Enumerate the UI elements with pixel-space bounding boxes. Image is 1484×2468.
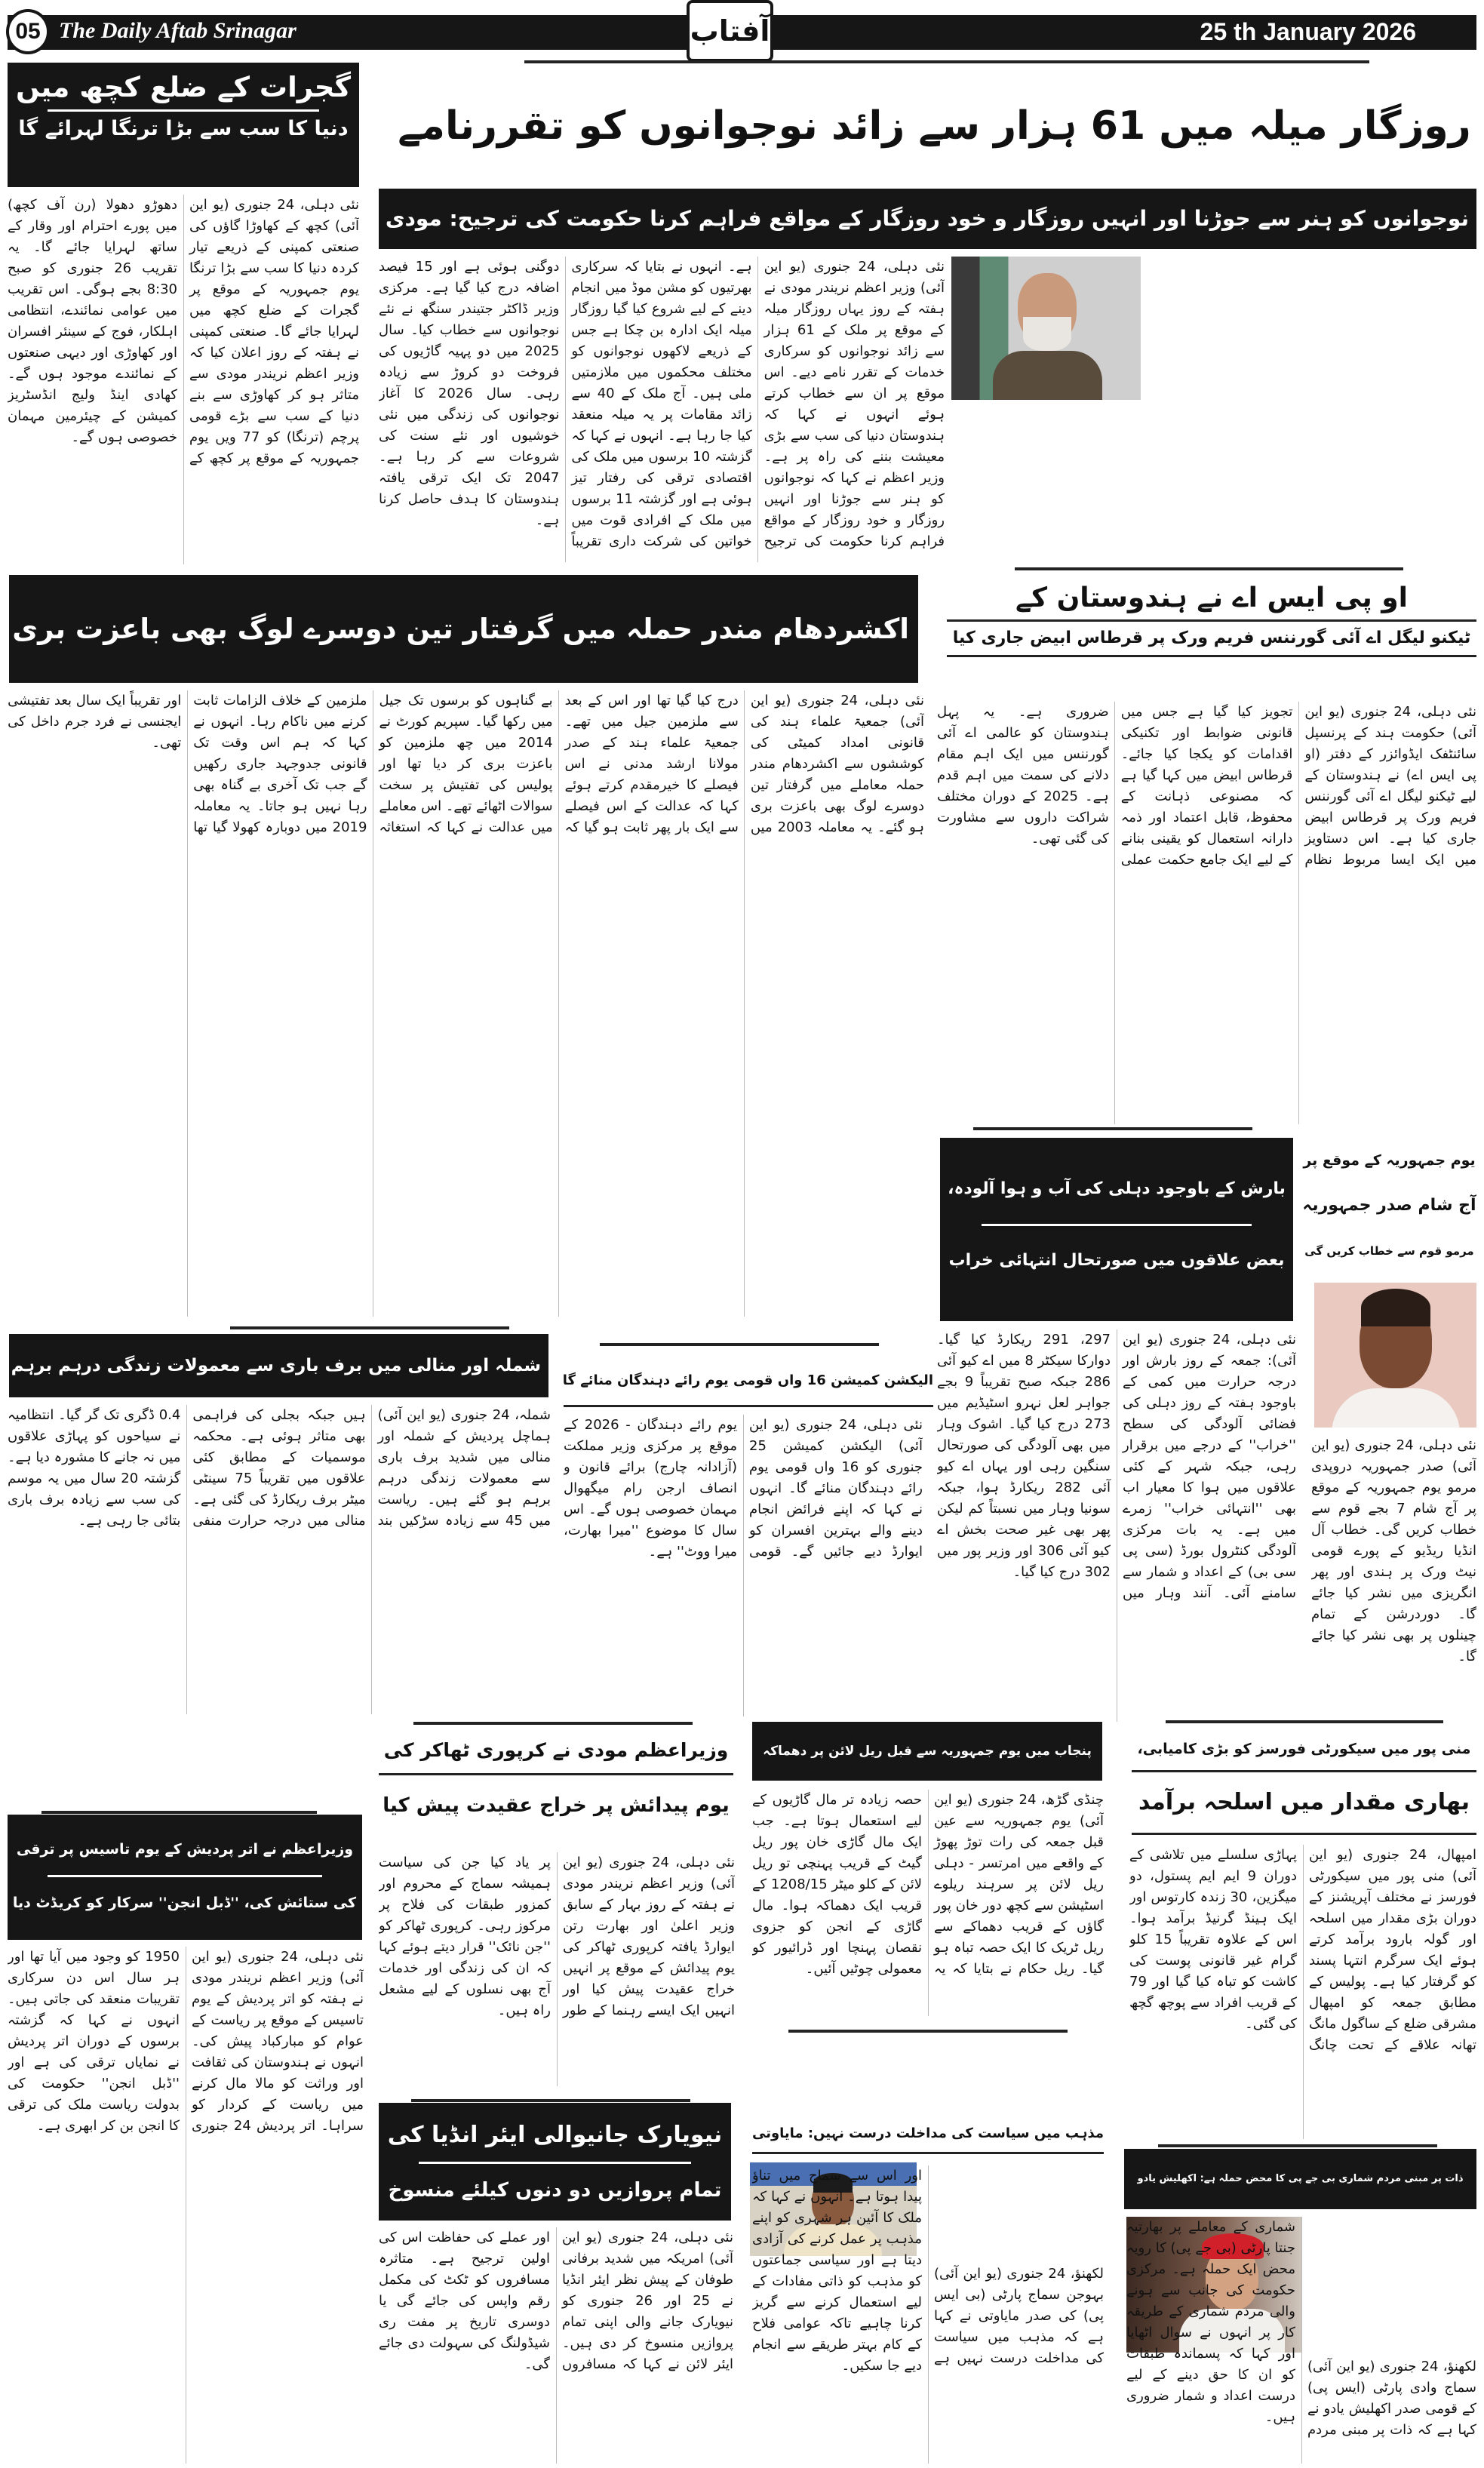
gujarat-headline-box <box>8 63 359 187</box>
murmu-photo <box>1314 1283 1476 1428</box>
punjab-article-body: چنڈی گڑھ، 24 جنوری (یو این آئی) یوم جمہوریہ سے عین قبل جمعہ کی رات توڑ پھوڑ کے واقعے میں امرتسر - دہلی ریل لائن پر سرہند ریلوے اسٹیشن سے کچھ دور خان پور گاؤں کے قریب دھماکے سے ریل ٹریک کا ایک حصہ تباہ ہو گیا۔ ریل حکام نے بتایا کہ یہ حصہ زیادہ تر مال گاڑیوں کے لیے استعمال ہوتا ہے۔ جب ایک مال گاڑی خان پور ریل گیٹ کے قریب پہنچی تو ریل لائن کے کلو میٹر 1208/15 کے قریب ایک دھماکہ ہوا۔ مال گاڑی کے انجن کو جزوی نقصان پہنچا اور ڈرائیور کو معمولی چوٹیں آئیں۔ <box>752 1792 1104 1977</box>
murmu-headline <box>1302 1138 1476 1274</box>
delhi-air-headline-2: بعض علاقوں میں صورتحال انتہائی خراب <box>948 1251 1285 1270</box>
up-day-headline-1: وزیراعظم نے اتر پردیش کے یوم تاسیس پر ترقی <box>16 1841 354 1858</box>
top-rule <box>524 60 1369 63</box>
rule <box>788 2030 1068 2033</box>
up-day-article-body: نئی دہلی، 24 جنوری (یو این آئی) وزیر اعظم نریندر مودی نے ہفتہ کو اتر پردیش کے یوم تاسیس کے موقع پر ریاست کے عوام کو مبارکباد پیش کی۔ انہوں نے ہندوستان کی ثقافت اور وراثت کو مالا مال کرنے میں ریاست کے کردار کو سراہا۔ اتر پردیش 24 جنوری 1950 کو وجود میں آیا تھا اور ہر سال اس دن سرکاری تقریبات منعقد کی جاتی ہیں۔ انہوں نے کہا کہ گزشتہ برسوں کے دوران اتر پردیش نے نمایاں ترقی کی ہے اور ''ڈبل انجن'' حکومت کی بدولت ریاست ملک کی ترقی کا انجن بن کر ابھری ہے۔ <box>8 1949 364 2134</box>
divider <box>48 109 319 112</box>
rule <box>230 1326 509 1329</box>
photo-spacer <box>1307 2217 1476 2356</box>
mayawati-article-body: لکھنؤ، 24 جنوری (یو این آئی) بہوجن سماج پارٹی (بی ایس پی) کی صدر مایاوتی نے کہا ہے کہ مذہب میں سیاست کی مداخلت درست نہیں ہے اور اس سے سماج میں تناؤ پیدا ہوتا ہے۔ انہوں نے کہا کہ ملک کا آئین ہر شہری کو اپنے مذہب پر عمل کرنے کی آزادی دیتا ہے اور سیاسی جماعتوں کو مذہب کو ذاتی مفادات کے لیے استعمال کرنے سے گریز کرنا چاہیے تاکہ عوامی فلاح کے کام بہتر طریقے سے انجام دیے جا سکیں۔ <box>752 2165 1104 2463</box>
rule <box>413 1722 693 1725</box>
divider <box>982 1224 1252 1226</box>
manipur-headline-1: منی پور میں سیکورٹی فورسز کو بڑی کامیابی، <box>1132 1728 1476 1772</box>
akhilesh-article-body: لکھنؤ، 24 جنوری (یو این آئی) سماج وادی پارٹی (ایس پی) کے قومی صدر اکھلیش یادو نے کہا ہے کہ ذات پر مبنی مردم شماری کے معاملے پر بھارتیہ جنتا پارٹی (بی جے پی) کا رویہ محض ایک حملہ ہے۔ مرکزی حکومت کی جانب سے ہونے والی مردم شماری کے طریقہ کار پر انہوں نے سوال اٹھایا اور کہا کہ پسماندہ طبقات کو ان کا حق دینے کے لیے درست اعداد و شمار ضروری ہیں۔ <box>1126 2217 1476 2463</box>
gujarat-article-body: نئی دہلی، 24 جنوری (یو این آئی) کچھ کے کھاوڑا گاؤں کی صنعتی کمپنی کے ذریعے تیار کردہ دنیا کا سب سے بڑا ترنگا یوم جمہوریہ کے موقع پر گجرات کے ضلع کچھ میں لہرایا جائے گا۔ صنعتی کمپنی نے ہفتہ کے روز اعلان کیا کہ وزیر اعظم نریندر مودی سے متاثر ہو کر کھاوڑی سے بنے دنیا کے سب سے بڑے قومی پرچم (ترنگا) کو 77 ویں یوم جمہوریہ کے موقع پر کچھ کے دھوڑو دھولا (رن آف کچھ) میں پورے احترام اور وقار کے ساتھ لہرایا جائے گا۔ یہ تقریب 26 جنوری کو صبح 8:30 بجے ہوگی۔ اس تقریب میں عوامی نمائندے، انتظامی اہلکار، فوج کے سینئر افسران اور کھاوڑی اور دیہی صنعتوں کے نمائندے موجود ہوں گے۔ کھادی اینڈ ولیج انڈسٹریز کمیشن کے چیئرمین مہمان خصوصی ہوں گے۔ <box>8 197 359 466</box>
manipur-article-body: امپھال، 24 جنوری (یو این آئی) منی پور میں سیکورٹی فورسز نے مختلف آپریشنز کے دوران بڑی مقدار میں اسلحہ اور گولہ بارود برآمد کرتے ہوئے ایک سرگرم انتہا پسند کو گرفتار کیا ہے۔ پولیس کے مطابق جمعہ کو امپھال مشرقی ضلع کے ساگول مانگ تھانہ علاقے کے تحت چانگ پہاڑی سلسلے میں تلاشی کے دوران 9 ایم ایم پستول، دو میگزین، 30 زندہ کارتوس اور ایک ہینڈ گرنیڈ برآمد ہوا۔ اس کے علاوہ تقریباً 15 کلو گرام غیر قانونی پوست کی کاشت کو تباہ کیا گیا اور 79 کے قریب افراد سے پوچھ گچھ کی گئی۔ <box>1129 1847 1476 2053</box>
photo-spacer <box>934 2165 1104 2264</box>
murmu-headline-3: مرمو قوم سے خطاب کریں گی <box>1304 1244 1474 1258</box>
rule <box>41 1811 317 1814</box>
rozgar-article-body-right <box>1147 257 1476 562</box>
akshardham-article-body: نئی دہلی، 24 جنوری (یو این آئی) جمعیۃ علماء ہند کی قانونی امداد کمیٹی کی کوششوں سے اکشردھام مندر حملہ معاملے میں گرفتار تین دوسرے لوگ بھی باعزت بری ہو گئے۔ یہ معاملہ 2003 میں درج کیا گیا تھا اور اس کے بعد سے ملزمین جیل میں تھے۔ جمعیۃ علماء ہند کے صدر مولانا ارشد مدنی نے اس فیصلے کا خیرمقدم کرتے ہوئے کہا کہ عدالت کے اس فیصلے سے ایک بار پھر ثابت ہو گیا کہ بے گناہوں کو برسوں تک جیل میں رکھا گیا۔ سپریم کورٹ نے 2014 میں چھ ملزمین کو باعزت بری کر دیا تھا اور پولیس کی تفتیش پر سخت سوالات اٹھائے تھے۔ اس معاملے میں عدالت نے کہا کہ استغاثہ ملزمین کے خلاف الزامات ثابت کرنے میں ناکام رہا۔ انہوں نے کہا کہ ہم اس وقت تک قانونی جدوجہد جاری رکھیں گے جب تک آخری بے گناہ بھی رہا نہیں ہو جاتا۔ یہ معاملہ 2019 میں دوبارہ کھولا گیا تھا اور تقریباً ایک سال بعد تفتیشی ایجنسی نے فرد جرم داخل کی تھی۔ <box>8 693 924 835</box>
shimla-headline-box: شملہ اور منالی میں برف باری سے معمولات زندگی درہم برہم <box>9 1334 548 1397</box>
murmu-article-body: نئی دہلی، 24 جنوری (یو این آئی) صدر جمہوریہ دروپدی مرمو یوم جمہوریہ کے موقع پر آج شام 7 بجے قوم سے خطاب کریں گی۔ خطاب آل انڈیا ریڈیو کے پورے قومی نیٹ ورک پر ہندی اور پھر انگریزی میں نشر کیا جائے گا۔ دوردرشن کے تمام چینلوں پر بھی نشر کیا جائے گا۔ <box>1311 1437 1476 1664</box>
election-headline: الیکشن کمیشن 16 واں قومی یوم رائے دہندگان منائے گا <box>564 1354 933 1407</box>
karpoori-article-body: نئی دہلی، 24 جنوری (یو این آئی) وزیر اعظم نریندر مودی نے ہفتہ کے روز بہار کے سابق وزیر اعلیٰ اور بھارت رتن ایوارڈ یافتہ کرپوری ٹھاکر کی یوم پیدائش کے موقع پر انہیں خراج عقیدت پیش کیا اور انہیں ایک ایسے رہنما کے طور پر یاد کیا جن کی سیاست ہمیشہ سماج کے محروم اور کمزور طبقات کی فلاح پر مرکوز رہی۔ کرپوری ٹھاکر کو ''جن نائک'' قرار دیتے ہوئے کہا کہ ان کی زندگی اور خدمات آج بھی نسلوں کے لیے مشعل راہ ہیں۔ <box>379 1855 735 2018</box>
paper-name: The Daily Aftab Srinagar <box>59 18 296 43</box>
akhilesh-headline-box: ذات پر مبنی مردم شماری بی جے پی کا محض حملہ ہے: اکھلیش یادو <box>1124 2149 1476 2209</box>
opsa-headline <box>947 581 1476 657</box>
gujarat-headline-1: گجرات کے ضلع کچھ میں <box>16 71 351 103</box>
air-india-headline-1: نیویارک جانیوالی ایئر انڈیا کی <box>387 2122 723 2148</box>
main-headline: روزگار میلہ میں 61 ہزار سے زائد نوجوانوں کو تقررنامے <box>398 103 1471 149</box>
delhi-air-headline-1: بارش کے باوجود دہلی کی آب و ہوا آلودہ، <box>948 1179 1286 1198</box>
air-india-headline-box <box>379 2103 731 2221</box>
gujarat-headline-2: دنیا کا سب سے بڑا ترنگا لہرائے گا <box>18 117 349 141</box>
rule <box>411 2099 690 2102</box>
main-subheadline: نوجوانوں کو ہنر سے جوڑنا اور انہیں روزگار و خود روزگار کے مواقع فراہم کرنا حکومت کی ترجیح: مودی <box>379 189 1476 249</box>
karpoori-headline-1: وزیراعظم مودی نے کرپوری ٹھاکر کی <box>379 1728 733 1775</box>
newspaper-logo <box>687 0 773 62</box>
up-day-headline-2: کی ستائش کی، ''ڈبل انجن'' سرکار کو کریڈٹ دیا <box>12 1895 356 1911</box>
delhi-air-headline-box <box>940 1138 1293 1321</box>
manipur-headline <box>1132 1728 1476 1835</box>
murmu-headline-2: آج شام صدر جمہوریہ <box>1302 1196 1476 1215</box>
rule <box>1158 2144 1437 2147</box>
murmu-headline-1: یوم جمہوریہ کے موقع پر <box>1303 1152 1476 1169</box>
modi-photo <box>951 257 1141 400</box>
up-day-headline-box <box>8 1815 362 1940</box>
divider <box>419 2162 691 2164</box>
manipur-headline-2: بھاری مقدار میں اسلحہ برآمد <box>1132 1772 1476 1835</box>
air-india-headline-2: تمام پروازیں دو دنوں کیلئے منسوخ <box>388 2179 722 2202</box>
rule <box>973 1127 1252 1130</box>
air-india-article-body: نئی دہلی، 24 جنوری (یو این آئی) امریکہ میں شدید برفانی طوفان کے پیش نظر ایئر انڈیا نے 25 اور 26 جنوری کو نیویارک جانے والی اپنی تمام پروازیں منسوخ کر دی ہیں۔ ایئر لائن نے کہا کہ مسافروں اور عملے کی حفاظت اس کی اولین ترجیح ہے۔ متاثرہ مسافروں کو ٹکٹ کی مکمل رقم واپس کی جائے گی یا دوسری تاریخ پر مفت ری شیڈولنگ کی سہولت دی جائے گی۔ <box>379 2230 733 2372</box>
issue-date: 25 th January 2026 <box>1200 18 1416 45</box>
karpoori-headline-2: یوم پیدائش پر خراج عقیدت پیش کیا <box>383 1794 730 1817</box>
opsa-article-body: نئی دہلی، 24 جنوری (یو این آئی) حکومت ہند کے پرنسپل سائنٹفک ایڈوائزر کے دفتر (او پی ایس اے) نے ہندوستان کے لیے ٹیکنو لیگل اے آئی گورننس فریم ورک پر قرطاس ابیض جاری کیا ہے۔ اس دستاویز میں ایک ایسا مربوط نظام تجویز کیا گیا ہے جس میں قانونی ضوابط اور تکنیکی اقدامات کو یکجا کیا جائے۔ قرطاس ابیض میں کہا گیا ہے کہ مصنوعی ذہانت کے محفوظ، قابل اعتماد اور ذمہ دارانہ استعمال کو یقینی بنانے کے لیے ایک جامع حکمت عملی ضروری ہے۔ یہ پہل ہندوستان کو عالمی اے آئی گورننس میں ایک اہم مقام دلانے کی سمت میں اہم قدم ہے۔ 2025 کے دوران مختلف شراکت داروں سے مشاورت کی گئی تھی۔ <box>937 704 1476 868</box>
opsa-headline-1: او پی ایس اے نے ہندوستان کے <box>947 581 1476 622</box>
akshardham-headline-box: اکشردھام مندر حملہ میں گرفتار تین دوسرے لوگ بھی باعزت بری <box>9 575 918 683</box>
delhi-air-article-body: نئی دہلی، 24 جنوری (یو این آئی): جمعہ کے روز بارش اور درجہ حرارت میں کمی کے باوجود ہفتہ کے روز دہلی کی فضائی آلودگی کی سطح ''خراب'' کے درجے میں برقرار رہی، جبکہ شہر کے کئی علاقوں میں ہوا کا معیار اب بھی ''انتہائی خراب'' زمرے میں ہے۔ یہ بات مرکزی آلودگی کنٹرول بورڈ (سی پی سی بی) کے اعداد و شمار سے سامنے آئی۔ آنند وہار میں 297، 291 ریکارڈ کیا گیا۔ دوارکا سیکٹر 8 میں اے کیو آئی 286 جبکہ صبح تقریباً 9 بجے جواہر لعل نہرو اسٹیڈیم میں 273 درج کیا گیا۔ اشوک وہار میں بھی آلودگی کی صورتحال سنگین رہی اور یہاں اے کیو آئی 282 ریکارڈ ہوا، جبکہ سونیا وہار میں نسبتاً کم لیکن پھر بھی غیر صحت بخش اے کیو آئی 306 اور وزیر پور میں 302 درج کیا گیا۔ <box>937 1332 1296 1601</box>
mayawati-headline: مذہب میں سیاست کی مداخلت درست نہیں: مایاوتی <box>752 2113 1104 2154</box>
rule <box>1166 1720 1443 1723</box>
page-number: 05 <box>15 19 41 44</box>
rule <box>600 1343 879 1346</box>
page-number-badge <box>6 9 50 54</box>
election-article-body: نئی دہلی، 24 جنوری (یو این آئی) الیکشن کمیشن 25 جنوری کو 16 واں قومی یوم رائے دہندگان منائے گا۔ انہوں نے کہا کہ اپنے فرائض انجام دینے والے بہترین افسران کو ایوارڈ دیے جائیں گے۔ قومی یوم رائے دہندگان - 2026 کے موقع پر مرکزی وزیر مملکت (آزادانہ چارج) برائے قانون و انصاف ارجن رام میگھوال مہمان خصوصی ہوں گے۔ اس سال کا موضوع ''میرا بھارت، میرا ووٹ'' ہے۔ <box>564 1417 923 1560</box>
logo-text: آفتاب <box>690 14 770 48</box>
opsa-headline-2: ٹیکنو لیگل اے آئی گورننس فریم ورک پر قرطاس ابیض جاری کیا <box>947 622 1476 657</box>
rozgar-article-body: نئی دہلی، 24 جنوری (یو این آئی) وزیر اعظم نریندر مودی نے ہفتہ کے روز یہاں روزگار میلہ کے موقع پر ملک کے 61 ہزار سے زائد نوجوانوں کو سرکاری خدمات کے تقرر نامے دیے۔ اس موقع پر ان سے خطاب کرتے ہوئے انہوں نے کہا کہ ہندوستان دنیا کی سب سے بڑی معیشت بننے کی راہ پر ہے۔ وزیر اعظم نے کہا کہ نوجوانوں کو ہنر سے جوڑنا اور انہیں روزگار و خود روزگار کے مواقع فراہم کرنا حکومت کی ترجیح ہے۔ انہوں نے بتایا کہ سرکاری بھرتیوں کو مشن موڈ میں انجام دینے کے لیے شروع کیا گیا روزگار میلہ ایک ادارہ بن چکا ہے جس کے ذریعے لاکھوں نوجوانوں کو مختلف محکموں میں ملازمتیں ملی ہیں۔ آج ملک کے 40 سے زائد مقامات پر یہ میلہ منعقد کیا جا رہا ہے۔ انہوں نے کہا کہ گزشتہ 10 برسوں میں ملک کی اقتصادی ترقی کی رفتار تیز ہوئی ہے اور گزشتہ 11 برسوں میں ملک کے افرادی قوت میں خواتین کی شرکت داری تقریباً دوگنی ہوئی ہے اور 15 فیصد اضافہ درج کیا گیا ہے۔ مرکزی وزیر ڈاکٹر جتیندر سنگھ نے نئے نوجوانوں سے خطاب کیا۔ سال 2025 میں دو پہیہ گاڑیوں کی فروخت دو کروڑ سے زیادہ رہی۔ سال 2026 کا آغاز نوجوانوں کی زندگی میں نئی خوشیوں اور نئے سنت کی شروعات سے کر رہا ہے۔ 2047 تک ایک ترقی یافتہ ہندوستان کا ہدف حاصل کرنا ہے۔ <box>379 259 945 549</box>
karpoori-headline <box>379 1728 733 1836</box>
divider <box>48 1875 321 1877</box>
punjab-headline-box: پنجاب میں یوم جمہوریہ سے قبل ریل لائن پر دھماکہ <box>752 1722 1102 1781</box>
shimla-article-body: شملہ، 24 جنوری (یو این آئی) ہماچل پردیش کے شملہ اور منالی میں شدید برف باری سے معمولات زندگی درہم برہم ہو گئے ہیں۔ ریاست میں 45 سے زیادہ سڑکیں بند ہیں جبکہ بجلی کی فراہمی بھی متاثر ہوئی ہے۔ محکمہ موسمیات کے مطابق کئی علاقوں میں تقریباً 75 سینٹی میٹر برف ریکارڈ کی گئی ہے۔ منالی میں درجہ حرارت منفی 0.4 ڈگری تک گر گیا۔ انتظامیہ نے سیاحوں کو پہاڑی علاقوں میں نہ جانے کا مشورہ دیا ہے۔ گزشتہ 20 سال میں یہ موسم کی سب سے زیادہ برف باری بتائی جا رہی ہے۔ <box>8 1407 551 1529</box>
section-rule <box>1015 567 1403 570</box>
